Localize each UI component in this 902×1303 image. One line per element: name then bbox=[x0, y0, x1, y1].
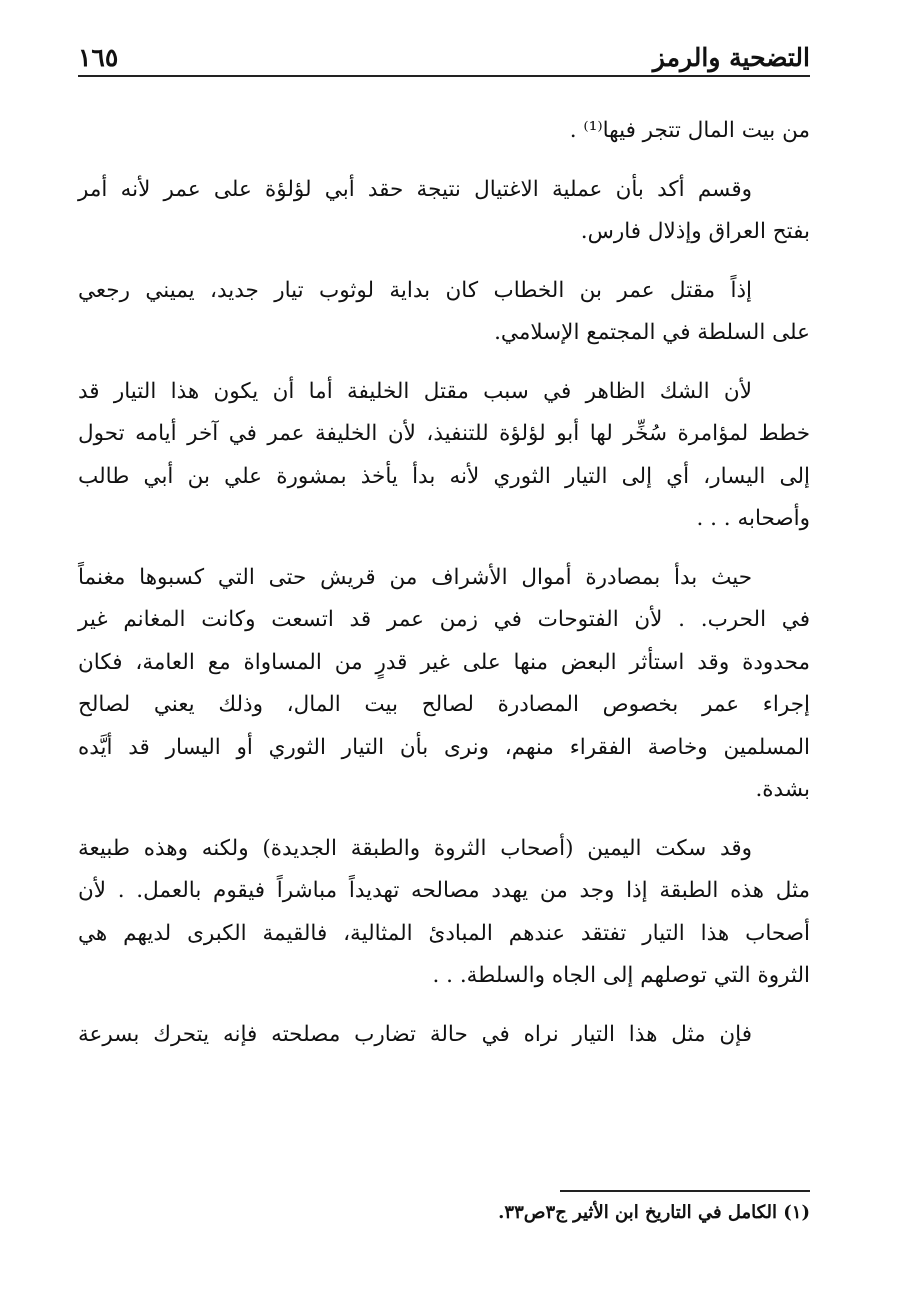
text-line: إذاً مقتل عمر بن الخطاب كان بداية لوثوب تيار جديد، يميني رجعي bbox=[78, 277, 752, 303]
body-text bbox=[78, 110, 810, 1072]
text-line: خطط لمؤامرة سُخِّر لها أبو لؤلؤة للتنفيذ، لأن الخليفة عمر في آخر أيامه تحول bbox=[78, 421, 810, 446]
text-line: فإن مثل هذا التيار نراه في حالة تضارب مصلحته فإنه يتحرك بسرعة bbox=[78, 1021, 752, 1047]
footnote: (١) الكامل في التاريخ ابن الأثير ج٣ص٣٣. bbox=[498, 1202, 810, 1223]
paragraph bbox=[78, 1014, 810, 1057]
text-line: وقسم أكد بأن عملية الاغتيال نتيجة حقد أبي لؤلؤة على عمر لأنه أمر bbox=[78, 176, 752, 202]
paragraph bbox=[78, 169, 810, 254]
text-line: حيث بدأ بمصادرة أموال الأشراف من قريش حتى التي كسبوها مغنماً bbox=[78, 564, 752, 590]
text-line: بفتح العراق وإذلال فارس. bbox=[580, 219, 810, 244]
page-header bbox=[78, 30, 810, 72]
text-line: مثل هذه الطبقة إذا وجد من يهدد مصالحه تهديداً مباشراً فيقوم بالعمل. . لأن bbox=[78, 878, 810, 903]
paragraph bbox=[78, 557, 810, 812]
paragraph bbox=[78, 270, 810, 355]
paragraph bbox=[78, 371, 810, 541]
text-line: محدودة وقد استأثر البعض منها على غير قدرٍ من المساواة مع العامة، فكان bbox=[78, 649, 810, 675]
text-line: من بيت المال تتجر فيها⁽¹⁾ . bbox=[569, 118, 810, 143]
text-line: وقد سكت اليمين (أصحاب الثروة والطبقة الجديدة) ولكنه وهذه طبيعة bbox=[78, 835, 752, 861]
text-line: في الحرب. . لأن الفتوحات في زمن عمر قد اتسعت وكانت المغانم غير bbox=[78, 607, 810, 632]
page-number: ١٦٥ bbox=[78, 43, 119, 72]
text-line: الثروة التي توصلهم إلى الجاه والسلطة. . . bbox=[432, 963, 810, 988]
footnote-rule bbox=[560, 1190, 810, 1192]
text-line: إلى اليسار، أي إلى التيار الثوري لأنه بدأ يأخذ بمشورة علي بن أبي طالب bbox=[78, 463, 810, 489]
text-line: على السلطة في المجتمع الإسلامي. bbox=[494, 320, 810, 345]
text-line: أصحاب هذا التيار تفتقد عندهم المبادئ المثالية، فالقيمة الكبرى لديهم هي bbox=[78, 920, 810, 946]
text-line: بشدة. bbox=[755, 777, 810, 802]
text-line: إجراء عمر بخصوص المصادرة لصالح بيت المال، وذلك يعني لصالح bbox=[78, 692, 810, 717]
header-rule bbox=[78, 75, 810, 77]
paragraph bbox=[78, 828, 810, 998]
text-line: وأصحابه . . . bbox=[696, 506, 810, 531]
paragraph bbox=[78, 110, 810, 153]
running-title: التضحية والرمز bbox=[652, 43, 810, 72]
text-line: لأن الشك الظاهر في سبب مقتل الخليفة أما أن يكون هذا التيار قد bbox=[78, 378, 752, 404]
text-line: المسلمين وخاصة الفقراء منهم، ونرى بأن التيار الثوري أو اليسار قد أيَّده bbox=[78, 734, 810, 760]
